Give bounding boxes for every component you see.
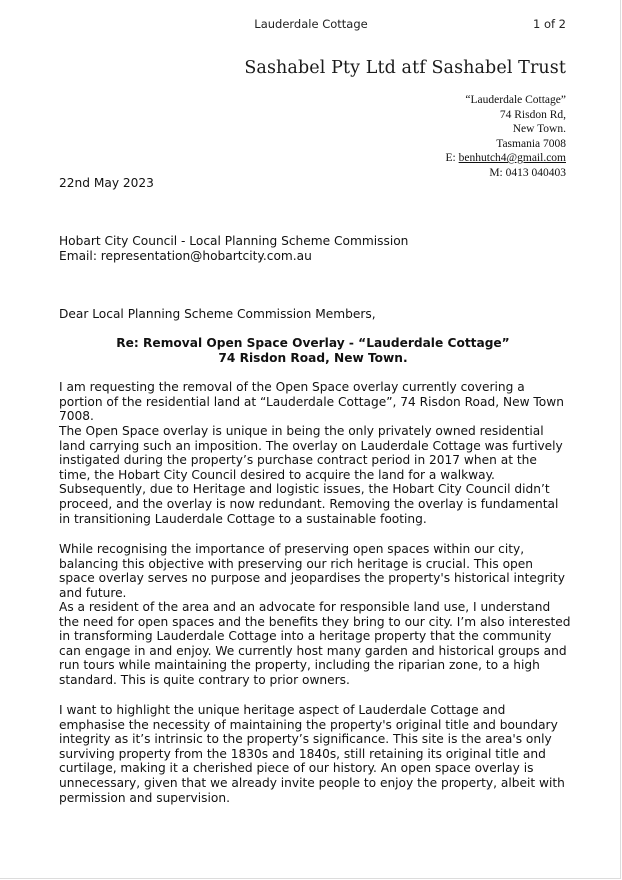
recipient-name: Hobart City Council - Local Planning Scheme Commission: [59, 234, 409, 248]
paragraph: While recognising the importance of preserving open spaces within our city, balancing this objective with preserving our rich heritage is crucial. This open space overlay serves no purpose and jeopardises the property's historical integrity and future.: [59, 542, 565, 600]
paragraph: I want to highlight the unique heritage aspect of Lauderdale Cottage and emphasise the necessity of maintaining the property's original title and boundary integrity as it’s intrinsic to the property’s significance. This site is the area's only surviving property from the 1830s and 1840s, still retaining its original title and curtilage, making it a cherished piece of our history. An open space overlay is unnecessary, given that we already invite people to enjoy the property, albeit with permission and supervision.: [59, 703, 565, 805]
address-line: 74 Risdon Rd,: [499, 108, 566, 121]
recipient-email: Email: representation@hobartcity.com.au: [59, 248, 312, 263]
subject-line: [59, 336, 567, 365]
mobile-line: M: 0413 040403: [489, 166, 566, 179]
paragraph: The Open Space overlay is unique in being the only privately owned residential land carrying such an imposition. The overlay on Lauderdale Cottage was furtively instigated during the property’s purchase contract period in 2017 when at the time, the Hobart City Council desired to acquire the land for a walkway. Subsequently, due to Heritage and logistic issues, the Hobart City Council didn’t proceed, and the overlay is now redundant. Removing the overlay is fundamental in transitioning Lauderdale Cottage to a sustainable footing.: [59, 424, 563, 526]
subject-address: 74 Risdon Road, New Town.: [218, 350, 408, 365]
company-name: Sashabel Pty Ltd atf Sashabel Trust: [244, 58, 566, 78]
paragraph: I am requesting the removal of the Open Space overlay currently covering a portion of the residential land at “Lauderdale Cottage”, 74 Risdon Road, New Town 7008.: [59, 380, 564, 424]
address-line: “Lauderdale Cottage”: [465, 94, 566, 106]
sender-address: [306, 93, 566, 180]
address-line: New Town.: [512, 123, 566, 135]
email-prefix: E:: [445, 152, 459, 164]
page-number: 1 of 2: [532, 17, 566, 31]
recipient: [59, 234, 571, 263]
salutation: Dear Local Planning Scheme Commission Members,: [59, 307, 376, 321]
address-line: Tasmania 7008: [496, 137, 566, 150]
email-link[interactable]: benhutch4@gmail.com: [458, 152, 566, 164]
paragraph: As a resident of the area and an advocate for responsible land use, I understand the need for open spaces and the benefits they bring to our city. I’m also interested in transforming Lauderdale Cottage into a heritage property that the community can engage in and enjoy. We currently host many garden and historical groups and run tours while maintaining the property, including the riparian zone, to a high standard. This is quite contrary to prior owners.: [59, 600, 571, 687]
subject-title: Re: Removal Open Space Overlay - “Lauderdale Cottage”: [116, 336, 510, 350]
letter-date: 22nd May 2023: [59, 176, 154, 190]
document-title: Lauderdale Cottage: [254, 17, 368, 31]
email-line: [306, 151, 566, 166]
page-header: [0, 17, 622, 33]
